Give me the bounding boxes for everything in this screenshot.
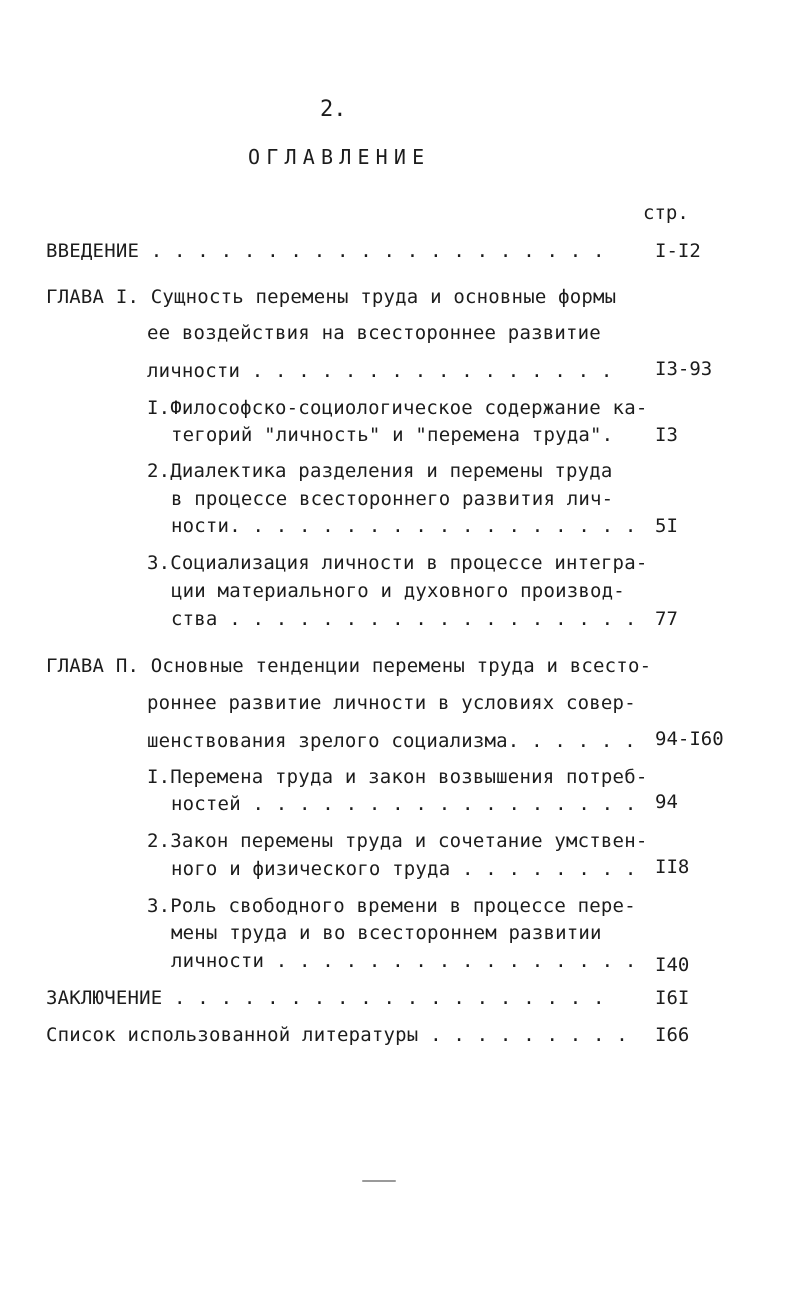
toc-page-section1-2: 5I [655, 515, 678, 537]
toc-line-bibliography: Список использованной литературы . . . . . . . . . [46, 1024, 628, 1046]
toc-line-section2-1-2: ностей . . . . . . . . . . . . . . . . . [171, 793, 637, 815]
toc-line-chapter2-1: ГЛАВА П. Основные тенденции перемены труда и всесто- [46, 655, 652, 677]
toc-line-section1-2-2: в процессе всестороннего развития лич- [171, 488, 614, 510]
toc-page-section1-3: 77 [655, 608, 678, 630]
toc-page-chapter1: I3-93 [655, 358, 713, 380]
page-title: ОГЛАВЛЕНИЕ [248, 145, 431, 169]
toc-page-chapter2: 94-I60 [655, 728, 724, 750]
toc-line-section2-3-2: мены труда и во всестороннем развитии [171, 922, 602, 944]
toc-line-section1-2-1: 2.Диалектика разделения и перемены труда [147, 460, 613, 482]
toc-line-section1-3-3: ства . . . . . . . . . . . . . . . . . . [171, 608, 637, 630]
toc-line-section1-1-2: тегорий "личность" и "перемена труда". [171, 424, 614, 446]
toc-line-chapter1-1: ГЛАВА I. Сущность перемены труда и основные формы [46, 286, 617, 308]
toc-page-section1-1: I3 [655, 424, 678, 446]
toc-page-conclusion: I6I [655, 987, 690, 1009]
toc-line-section2-1-1: I.Перемена труда и закон возвышения потреб- [147, 766, 648, 788]
toc-page-intro: I-I2 [655, 240, 701, 262]
page-column-header: стр. [643, 202, 689, 224]
toc-line-section1-3-2: ции материального и духовного производ- [171, 580, 625, 602]
toc-line-section2-3-1: 3.Роль свободного времени в процессе пере- [147, 895, 636, 917]
toc-line-chapter2-2: роннее развитие личности в условиях совер- [147, 692, 636, 714]
toc-line-section1-2-3: ности. . . . . . . . . . . . . . . . . . [171, 515, 637, 537]
toc-page-section2-1: 94 [655, 791, 678, 813]
toc-page-section2-3: I40 [655, 954, 690, 976]
page-number: 2. [320, 97, 347, 122]
toc-page-section2-2: II8 [655, 856, 690, 878]
toc-line-section1-1-1: I.Философско-социологическое содержание ка- [147, 397, 648, 419]
toc-line-section2-2-2: ного и физического труда . . . . . . . . [171, 858, 637, 880]
toc-line-conclusion: ЗАКЛЮЧЕНИЕ . . . . . . . . . . . . . . . . . . . [46, 987, 605, 1009]
toc-line-section2-2-1: 2.Закон перемены труда и сочетание умствен- [147, 830, 648, 852]
toc-line-chapter1-3: личности . . . . . . . . . . . . . . . . [147, 360, 613, 382]
scan-mark [362, 1180, 396, 1182]
toc-page-bibliography: I66 [655, 1024, 690, 1046]
toc-line-intro: ВВЕДЕНИЕ . . . . . . . . . . . . . . . . . . . . [46, 240, 605, 262]
toc-line-chapter2-3: шенствования зрелого социализма. . . . . . [147, 730, 636, 752]
toc-line-section1-3-1: 3.Социализация личности в процессе интегра- [147, 552, 648, 574]
toc-line-section2-3-3: личности . . . . . . . . . . . . . . . . [171, 950, 637, 972]
toc-line-chapter1-2: ее воздействия на всестороннее развитие [147, 322, 601, 344]
